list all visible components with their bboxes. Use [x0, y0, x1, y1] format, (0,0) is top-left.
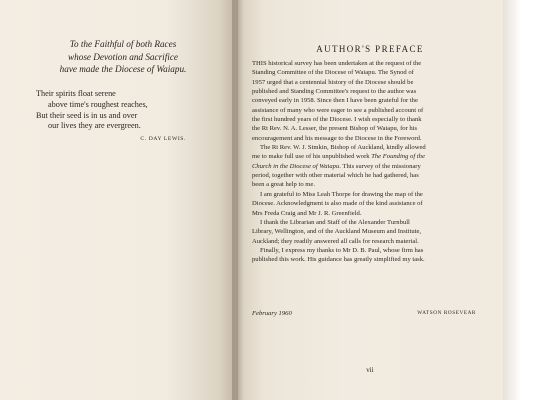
epigraph-poem — [36, 89, 216, 145]
preface-line: the Rt Rev. N. A. Lesser, the present Bishop of Waiapu, for his — [252, 125, 418, 133]
page-number: vii — [366, 366, 374, 374]
preface-heading: AUTHOR'S PREFACE — [316, 44, 424, 54]
preface-line: encouragement and his message to the Diocese in the Foreword. — [252, 134, 422, 142]
poem-line: But their seed is in us and over — [36, 110, 138, 120]
preface-line: 1957 urged that a centennial history of the Diocese should be — [252, 78, 414, 86]
preface-line: The Rt Rev. W. J. Simkin, Bishop of Auckland, kindly allowed — [260, 144, 426, 152]
book-title-part: The Founding of the — [371, 153, 425, 161]
poem-credit: C. DAY LEWIS. — [140, 136, 186, 143]
preface-line: Diocese. Acknowledgment is also made of the kind assistance of — [252, 200, 423, 208]
poem-line: Their spirits float serene — [36, 89, 116, 98]
poem-line: our lives they are evergreen. — [48, 121, 141, 131]
book-title-part: Church in the Diocese of Waiapu — [252, 162, 340, 170]
preface-signature — [252, 310, 490, 317]
dedication-line: whose Devotion and Sacrifice — [68, 51, 178, 62]
preface-line: assistance of many who were eager to see a published account of — [252, 106, 424, 114]
preface-date: February 1960 — [252, 310, 292, 317]
preface-line: published this work. His guidance has greatly simplified my task. — [252, 256, 425, 264]
preface-line: published and Standing Committee's request to the author was — [252, 88, 417, 96]
preface-line: Finally, I express my thanks to Mr D. B. Paul, whose firm has — [260, 246, 424, 254]
preface-line: the first hundred years of the Diocese. I wish especially to thank — [252, 116, 422, 124]
preface-line: I am grateful to Miss Leah Thorpe for drawing the map of the — [260, 190, 423, 198]
poem-line: above time's roughest reaches, — [48, 99, 148, 109]
dedication-line: have made the Diocese of Waiapu. — [59, 64, 187, 74]
dedication — [18, 38, 228, 76]
preface-line: I thank the Librarian and Staff of the Alexander Turnbull — [260, 218, 410, 226]
preface-author: WATSON ROSEVEAR — [417, 310, 476, 316]
dedication-line: To the Faithful of both Races — [69, 39, 177, 49]
preface-line: been a great help to me. — [252, 181, 315, 189]
preface-line: Church in the Diocese of Waiapu. This survey of the missionary — [252, 162, 421, 170]
preface-line: Standing Committee of the Diocese of Waiapu. The Synod of — [252, 69, 414, 77]
book-gutter — [232, 0, 244, 400]
preface-line: conveyed early in 1958. Since then I have been grateful for the — [252, 97, 418, 105]
preface-line: me to make full use of his unpublished work The Founding of the — [252, 153, 425, 161]
preface-line: Auckland; they readily answered all calls for research material. — [252, 237, 419, 245]
preface-line: period, together with other material which he had gathered, has — [252, 172, 419, 180]
preface-line: THIS historical survey has been undertaken at the request of the — [252, 60, 422, 67]
preface-body — [252, 59, 492, 265]
page-edge — [503, 0, 533, 400]
preface-line: Library, Wellington, and of the Auckland Museum and Institute, — [252, 228, 422, 236]
preface-line: Mrs Freda Craig and Mr J. R. Greenfield. — [252, 209, 362, 217]
